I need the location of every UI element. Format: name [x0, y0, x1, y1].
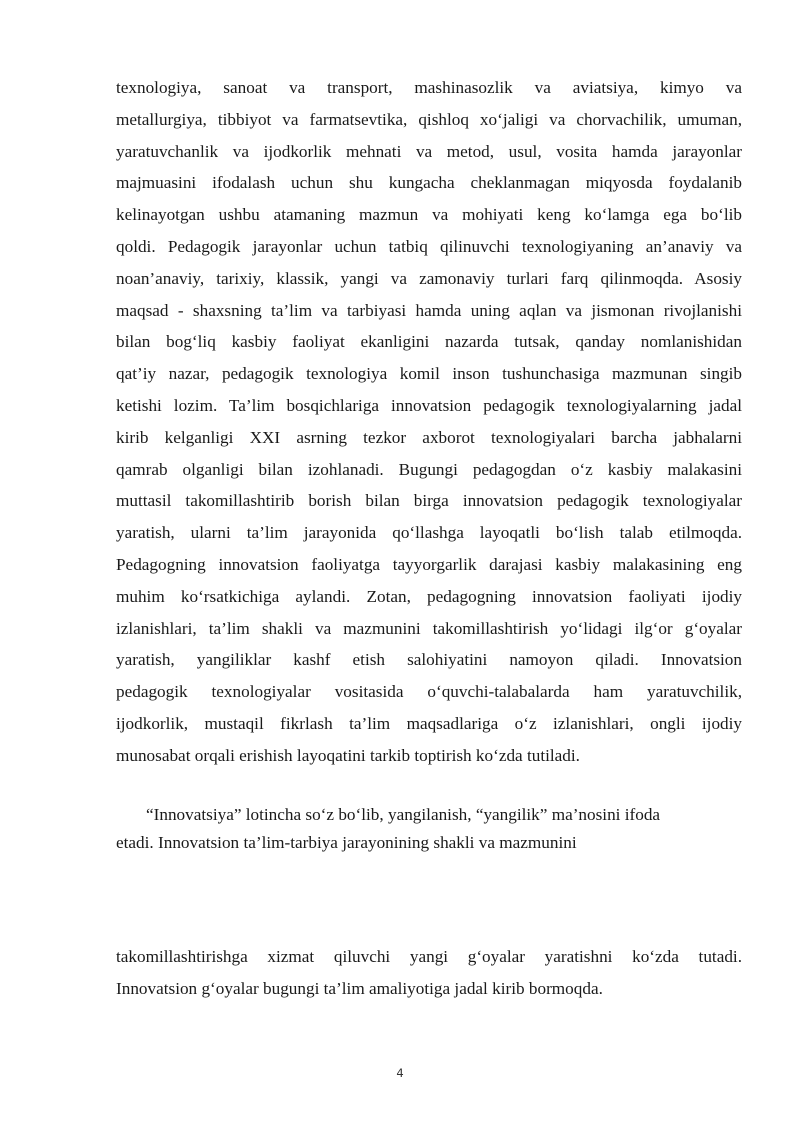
paragraph-1-line: Pedagogning innovatsion faoliyatga tayyorgarlik darajasi kasbiy malakasining eng — [116, 554, 742, 574]
paragraph-1-line: pedagogik texnologiyalar vositasida o‘quvchi-talabalarda ham yaratuvchilik, — [116, 682, 742, 702]
paragraph-1-line: maqsad - shaxsning ta’lim va tarbiyasi hamda uning aqlan va jismonan rivojlanishi — [116, 300, 742, 320]
paragraph-1-line: izlanishlari, ta’lim shakli va mazmunini takomillashtirish yo‘lidagi ilg‘or g‘oyalar — [116, 618, 742, 638]
paragraph-1-line: kelinayotgan ushbu atamaning mazmun va mohiyati keng ko‘lamga ega bo‘lib — [116, 205, 742, 225]
paragraph-1-line: yaratish, yangiliklar kashf etish salohiyatini namoyon qiladi. Innovatsion — [116, 650, 742, 670]
paragraph-2 — [116, 801, 742, 857]
paragraph-1 — [116, 72, 742, 772]
paragraph-1-line: qamrab olganligi bilan izohlanadi. Bugungi pedagogdan o‘z kasbiy malakasini — [116, 459, 742, 479]
paragraph-1-line: metallurgiya, tibbiyot va farmatsevtika, qishloq xo‘jaligi va chorvachilik, umuman, — [116, 109, 742, 129]
page-number: 4 — [396, 1066, 404, 1080]
paragraph-1-line: yaratuvchanlik va ijodkorlik mehnati va metod, usul, vosita hamda jarayonlar — [116, 141, 742, 161]
paragraph-1-line: muttasil takomillashtirib borish bilan birga innovatsion pedagogik texnologiyalar — [116, 491, 742, 511]
paragraph-1-line: texnologiya, sanoat va transport, mashinasozlik va aviatsiya, kimyo va — [116, 78, 742, 97]
paragraph-1-line: noan’anaviy, tarixiy, klassik, yangi va zamonaviy turlari farq qilinmoqda. Asosiy — [116, 268, 742, 288]
paragraph-1-line: ketishi lozim. Ta’lim bosqichlariga innovatsion pedagogik texnologiyalarning jadal — [116, 395, 742, 415]
paragraph-1-line: yaratish, ularni ta’lim jarayonida qo‘llashga layoqatli bo‘lish talab etilmoqda. — [116, 523, 742, 543]
paragraph-1-line: ijodkorlik, mustaqil fikrlash ta’lim maqsadlariga o‘z izlanishlari, ongli ijodiy — [116, 713, 742, 733]
paragraph-1-line: kirib kelganligi XXI asrning tezkor axborot texnologiyalari barcha jabhalarni — [116, 427, 742, 447]
paragraph-3-line: Innovatsion g‘oyalar bugungi ta’lim amaliyotiga jadal kirib bormoqda. — [116, 978, 603, 998]
paragraph-1-line: qoldi. Pedagogik jarayonlar uchun tatbiq qilinuvchi texnologiyaning an’anaviy va — [116, 236, 742, 256]
paragraph-1-line: majmuasini ifodalash uchun shu kungacha cheklanmagan miqyosda foydalanib — [116, 173, 742, 193]
paragraph-2-line: “Innovatsiya” lotincha so‘z bo‘lib, yangilanish, “yangilik” ma’nosini ifoda — [146, 805, 661, 824]
paragraph-2-line: etadi. Innovatsion ta’lim-tarbiya jarayonining shakli va mazmunini — [116, 833, 577, 852]
paragraph-1-line: bilan bog‘liq kasbiy faoliyat ekanligini nazarda tutsak, qanday nomlanishidan — [116, 332, 742, 352]
paragraph-1-line: munosabat orqali erishish layoqatini tarkib toptirish ko‘zda tutiladi. — [116, 745, 580, 765]
paragraph-3 — [116, 941, 742, 1005]
paragraph-1-line: qat’iy nazar, pedagogik texnologiya komil inson tushunchasiga mazmunan singib — [116, 364, 742, 384]
paragraph-3-line: takomillashtirishga xizmat qiluvchi yangi g‘oyalar yaratishni ko‘zda tutadi. — [116, 947, 742, 966]
paragraph-1-line: muhim ko‘rsatkichiga aylandi. Zotan, pedagogning innovatsion faoliyati ijodiy — [116, 586, 742, 606]
